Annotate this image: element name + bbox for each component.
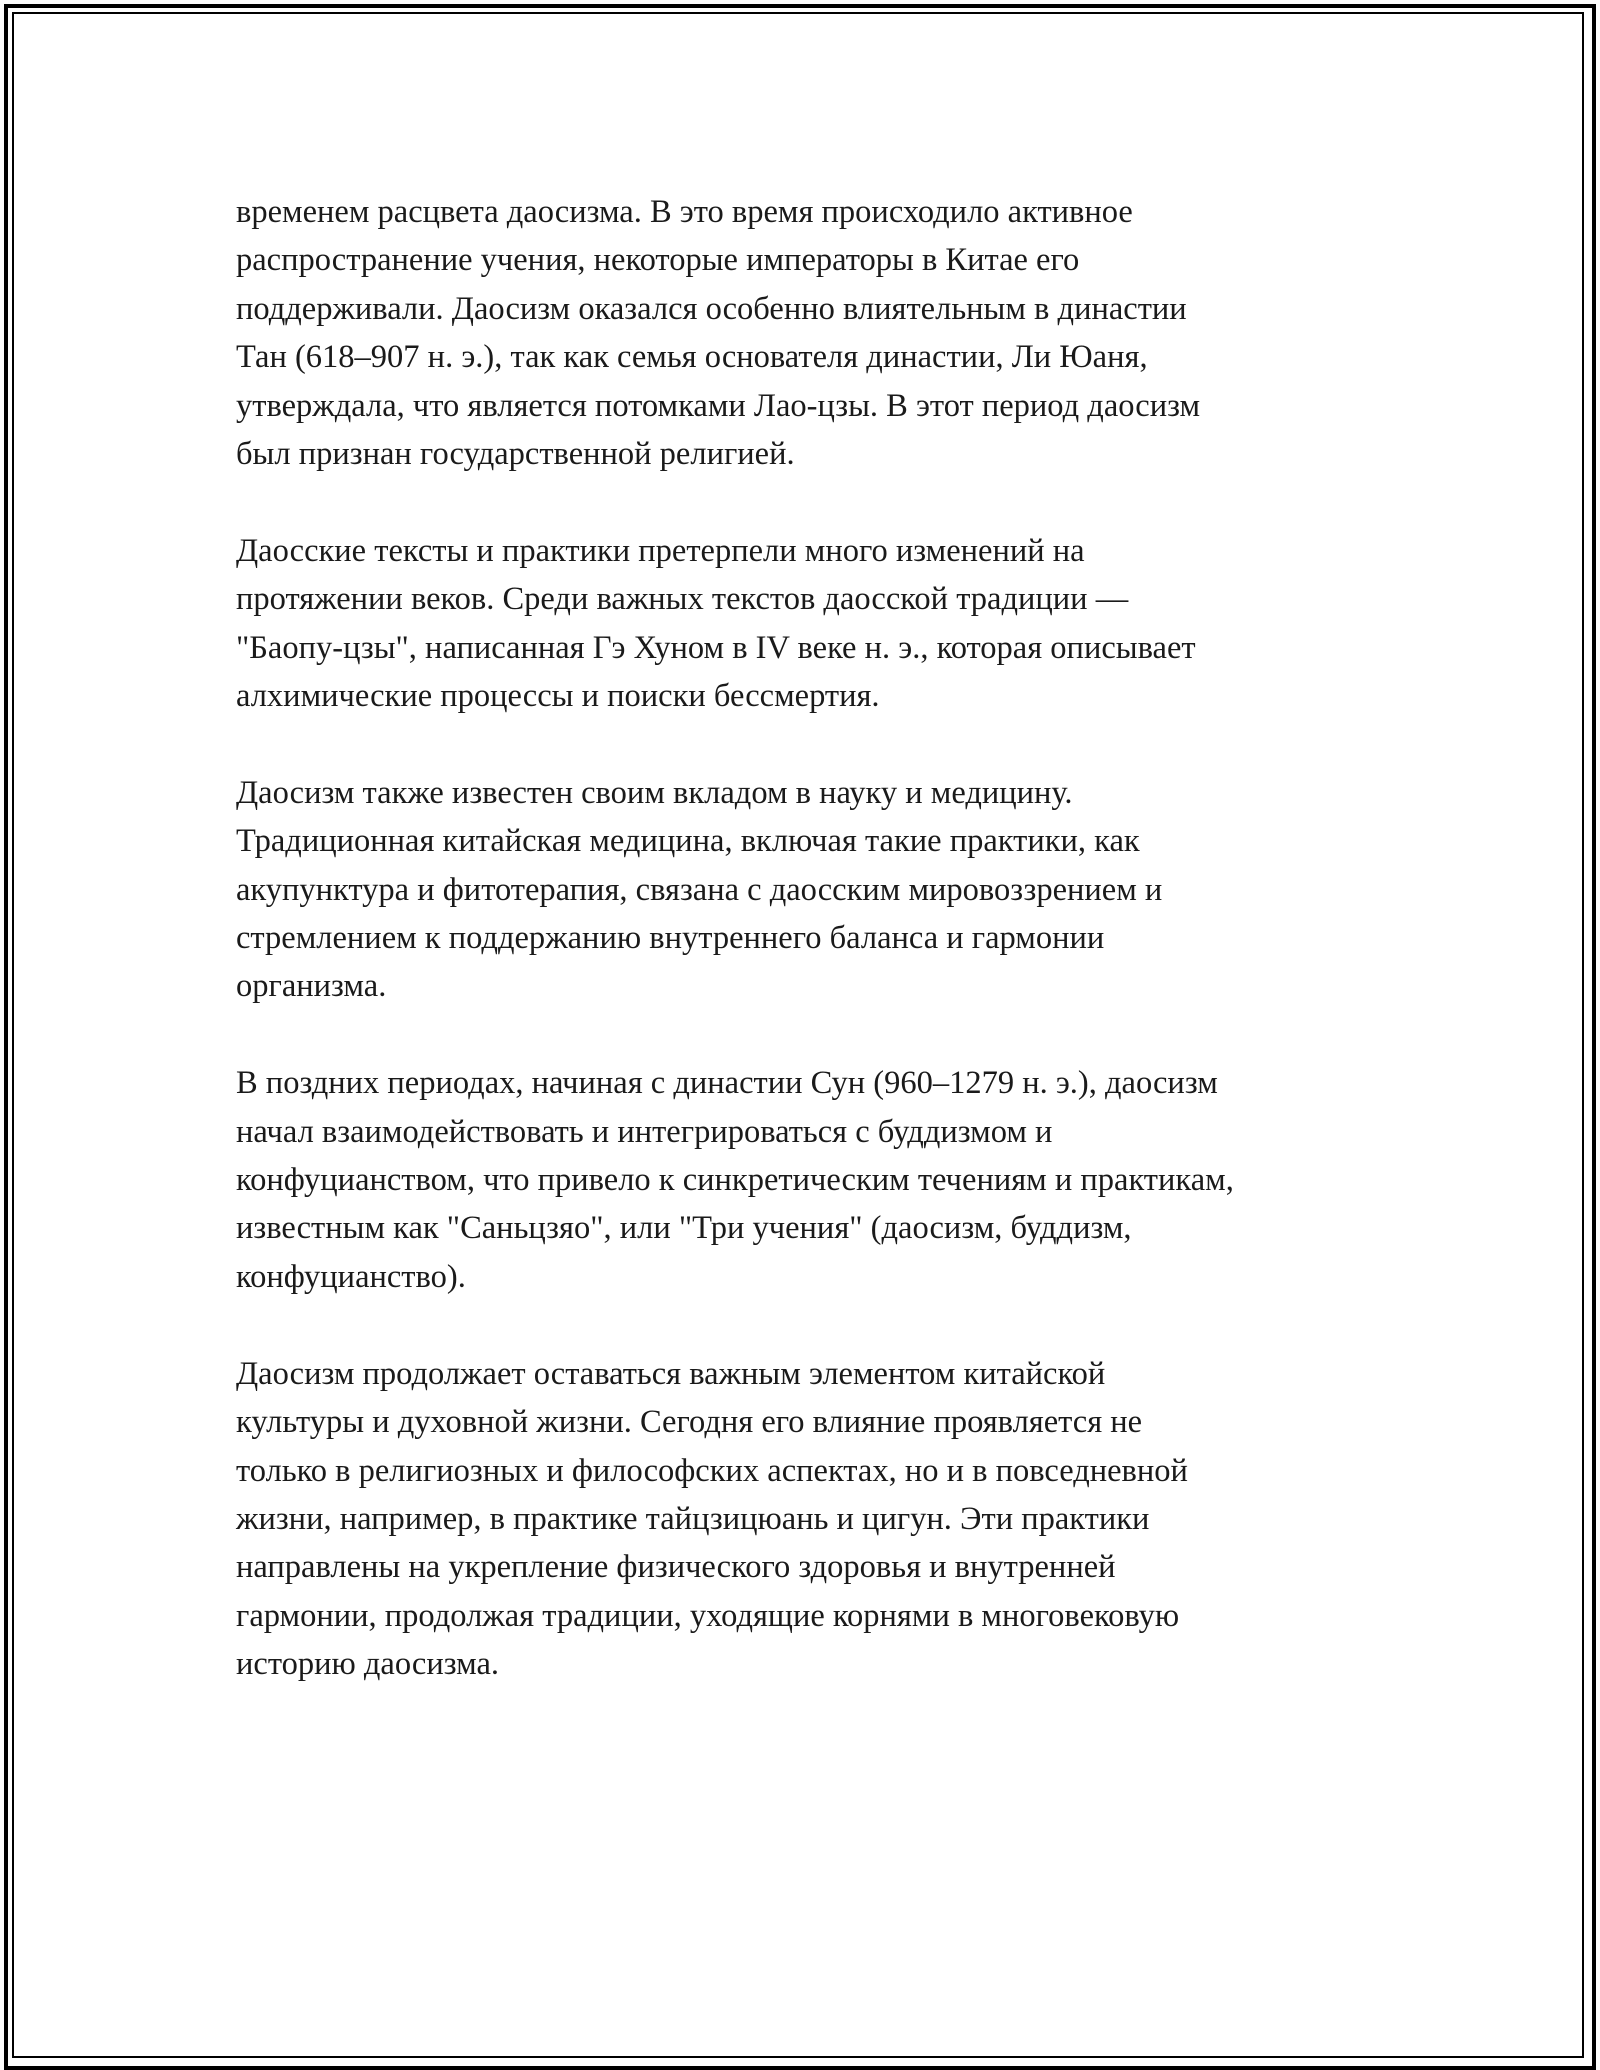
- text-line: Даосизм также известен своим вкладом в науку и медицину.: [236, 774, 1073, 811]
- document-body: [236, 188, 1396, 1737]
- text-line: направлены на укрепление физического здоровья и внутренней: [236, 1549, 1116, 1586]
- text-line: протяжении веков. Среди важных текстов даосской традиции —: [236, 581, 1129, 618]
- paragraph-1: [236, 188, 1396, 478]
- text-line: историю даосизма.: [236, 1646, 499, 1683]
- text-line: конфуцианство).: [236, 1258, 466, 1295]
- text-line: конфуцианством, что привело к синкретическим течениям и практикам,: [236, 1162, 1234, 1199]
- text-line: "Баопу-цзы", написанная Гэ Хуном в IV веке н. э., которая описывает: [236, 629, 1196, 666]
- text-line: Даосизм продолжает оставаться важным элементом китайской: [236, 1355, 1106, 1392]
- text-line: начал взаимодействовать и интегрироваться с буддизмом и: [236, 1113, 1053, 1150]
- text-line: Тан (618–907 н. э.), так как семья основателя династии, Ли Юаня,: [236, 339, 1148, 376]
- text-line: В поздних периодах, начиная с династии Сун (960–1279 н. э.), даосизм: [236, 1065, 1218, 1102]
- text-line: был признан государственной религией.: [236, 436, 795, 473]
- paragraph-2: [236, 527, 1396, 721]
- text-line: утверждала, что является потомками Лао-цзы. В этот период даосизм: [236, 387, 1201, 424]
- text-line: известным как "Саньцзяо", или "Три учения" (даосизм, буддизм,: [236, 1210, 1132, 1247]
- text-line: распространение учения, некоторые императоры в Китае его: [236, 242, 1080, 279]
- text-line: алхимические процессы и поиски бессмертия.: [236, 678, 880, 715]
- text-line: гармонии, продолжая традиции, уходящие корнями в многовековую: [236, 1597, 1180, 1634]
- text-line: только в религиозных и философских аспектах, но и в повседневной: [236, 1452, 1188, 1489]
- text-line: акупунктура и фитотерапия, связана с даосским мировоззрением и: [236, 871, 1163, 908]
- text-line: Традиционная китайская медицина, включая такие практики, как: [236, 823, 1140, 860]
- text-line: поддерживали. Даосизм оказался особенно влиятельным в династии: [236, 290, 1187, 327]
- paragraph-3: [236, 769, 1396, 1011]
- text-line: временем расцвета даосизма. В это время происходило активное: [236, 194, 1133, 230]
- paragraph-4: [236, 1059, 1396, 1301]
- text-line: Даосские тексты и практики претерпели много изменений на: [236, 532, 1085, 569]
- paragraph-5: [236, 1350, 1396, 1689]
- text-line: стремлением к поддержанию внутреннего баланса и гармонии: [236, 920, 1105, 957]
- text-line: организма.: [236, 968, 387, 1005]
- text-line: жизни, например, в практике тайцзицюань и цигун. Эти практики: [236, 1500, 1150, 1537]
- text-line: культуры и духовной жизни. Сегодня его влияние проявляется не: [236, 1404, 1143, 1441]
